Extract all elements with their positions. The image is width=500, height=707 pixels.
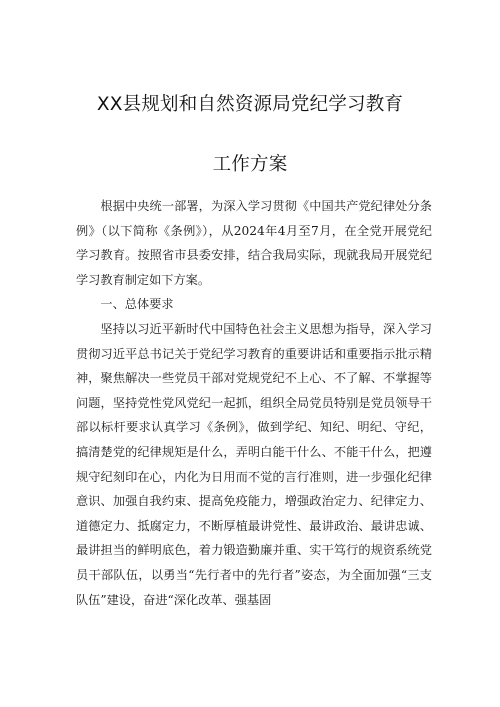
document-body	[76, 194, 432, 612]
document-title-line1: XX县规划和自然资源局党纪学习教育	[96, 94, 404, 115]
section1-paragraph: 坚持以习近平新时代中国特色社会主义思想为指导，深入学习贯彻习近平总书记关于党纪学习教育的重要讲话和重要指示批示精神，聚焦解决一些党员干部对党规党纪不上心、不了解、不掌握等问题，坚持党性党风党纪一起抓，组织全局党员特别是党员领导干部以标杆要求认真学习《条例》，做到学纪、知纪、明纪、守纪，搞清楚党的纪律规矩是什么，弄明白能干什么、不能干什么，把遵规守纪刻印在心，内化为日用而不觉的言行准则，进一步强化纪律意识、加强自我约束、提高免疫能力，增强政治定力、纪律定力、道德定力、抵腐定力，不断厚植最讲党性、最讲政治、最讲忠诚、最讲担当的鲜明底色，着力锻造勤廉并重、实干笃行的规资系统党员干部队伍，以勇当“先行者中的先行者”姿态，为全面加强“三支队伍”建设，奋进“深化改革、强基固	[76, 321, 432, 607]
document-title-line2: 工作方案	[212, 154, 288, 175]
section-heading-general-requirements: 一、总体要求	[100, 297, 174, 312]
intro-paragraph: 根据中央统一部署，为深入学习贯彻《中国共产党纪律处分条例》（以下简称《条例》），从2024年4月至7月，在全党开展党纪学习教育。按照省市县委安排，结合我局实际，现就我局开展党纪学习教育制定如下方案。	[76, 199, 432, 287]
